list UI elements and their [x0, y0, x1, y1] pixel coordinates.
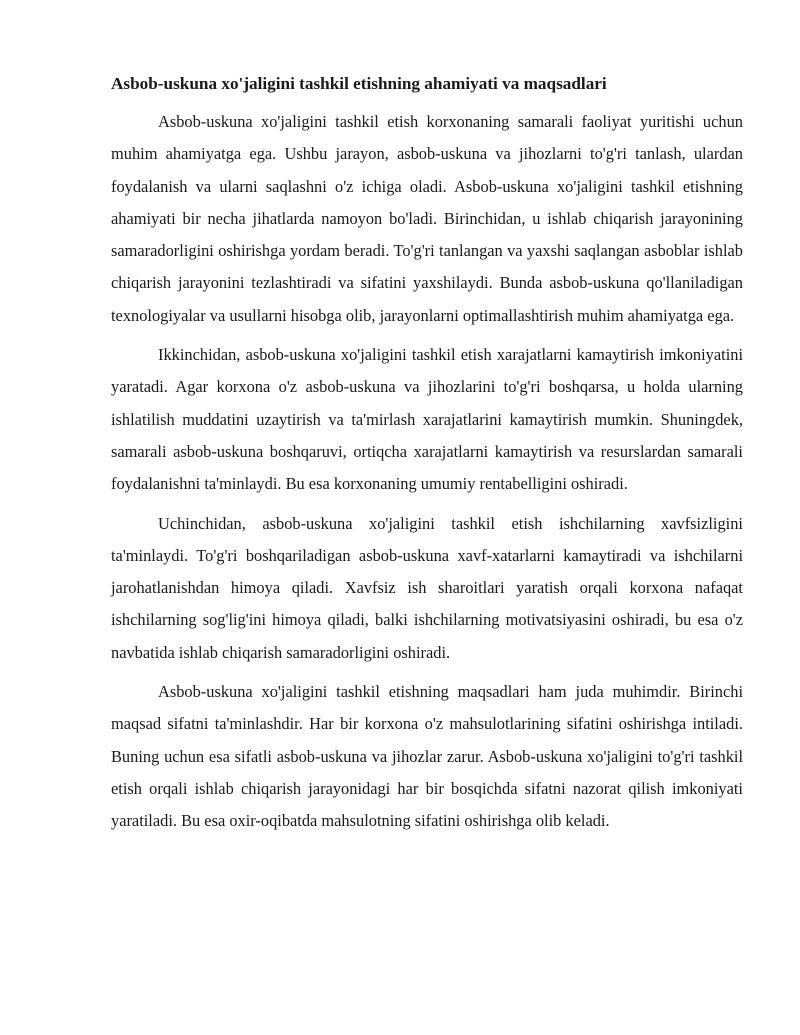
document-title: Asbob-uskuna xo'jaligini tashkil etishning ahamiyati va maqsadlari [111, 74, 607, 93]
document-body [111, 68, 743, 845]
paragraph-2: Ikkinchidan, asbob-uskuna xo'jaligini tashkil etish xarajatlarni kamaytirish imkoniyatini yaratadi. Agar korxona o'z asbob-uskuna va jihozlarini to'g'ri boshqarsa, u holda ularning ishlatilish muddatini uzaytirish va ta'mirlash xarajatlarini kamaytirish mumkin. Shuningdek, samarali asbob-uskuna boshqaruvi, ortiqcha xarajatlarni kamaytirish va resurslardan samarali foydalanishni ta'minlaydi. Bu esa korxonaning umumiy rentabelligini oshiradi. [111, 345, 743, 494]
paragraph-4: Asbob-uskuna xo'jaligini tashkil etishning maqsadlari ham juda muhimdir. Birinchi maqsad sifatni ta'minlashdir. Har bir korxona o'z mahsulotlarining sifatini oshirishga intiladi. Buning uchun esa sifatli asbob-uskuna va jihozlar zarur. Asbob-uskuna xo'jaligini to'g'ri tashkil etish orqali ishlab chiqarish jarayonidagi har bir bosqichda sifatni nazorat qilish imkoniyati yaratiladi. Bu esa oxir-oqibatda mahsulotning sifatini oshirishga olib keladi. [111, 682, 743, 831]
paragraph-3: Uchinchidan, asbob-uskuna xo'jaligini tashkil etish ishchilarning xavfsizligini ta'minlaydi. To'g'ri boshqariladigan asbob-uskuna xavf-xatarlarni kamaytiradi va ishchilarni jarohatlanishdan himoya qiladi. Xavfsiz ish sharoitlari yaratish orqali korxona nafaqat ishchilarning sog'lig'ini himoya qiladi, balki ishchilarning motivatsiyasini oshiradi, bu esa o'z navbatida ishlab chiqarish samaradorligini oshiradi. [111, 513, 743, 662]
paragraph-1: Asbob-uskuna xo'jaligini tashkil etish korxonaning samarali faoliyat yuritishi uchun muhim ahamiyatga ega. Ushbu jarayon, asbob-uskuna va jihozlarni to'g'ri tanlash, ulardan foydalanish va ularni saqlashni o'z ichiga oladi. Asbob-uskuna xo'jaligini tashkil etishning ahamiyati bir necha jihatlarda namoyon bo'ladi. Birinchidan, u ishlab chiqarish jarayonining samaradorligini oshirishga yordam beradi. To'g'ri tanlangan va yaxshi saqlangan asboblar ishlab chiqarish jarayonini tezlashtiradi va sifatini yaxshilaydi. Bunda asbob-uskuna qo'llaniladigan texnologiyalar va usullarni hisobga olib, jarayonlarni optimallashtirish muhim ahamiyatga ega. [111, 112, 743, 325]
